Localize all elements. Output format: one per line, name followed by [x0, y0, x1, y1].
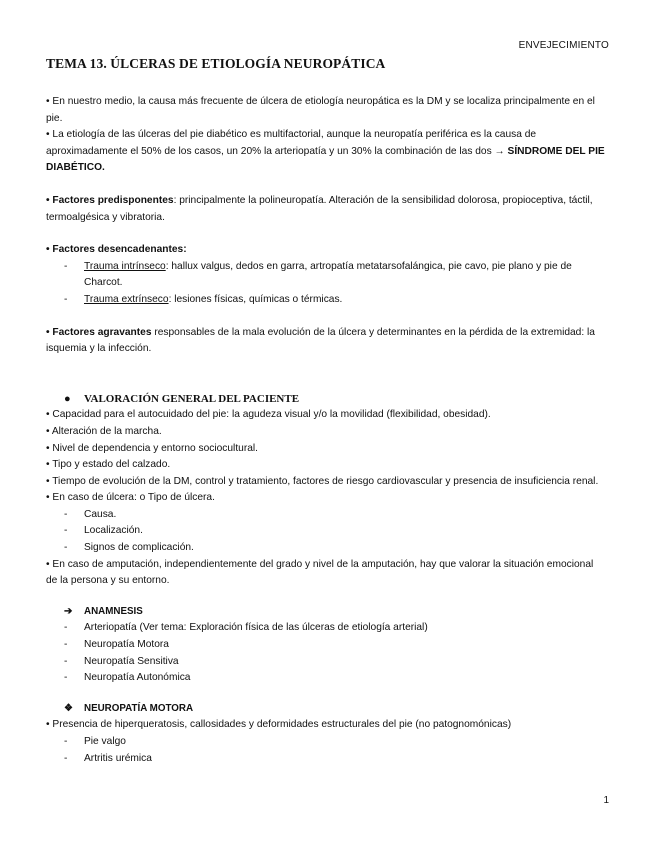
motora-item: Artritis urémica — [84, 752, 152, 764]
trauma-intrinseco-text: : hallux valgus, dedos en garra, artropatía metatarsofalángica, pie cavo, pie plano y pie de Charcot. — [84, 260, 572, 289]
intro-paragraph-2 — [46, 127, 606, 177]
predisponentes-text: : principalmente la polineuropatía. Alteración de la sensibilidad dolorosa, propioceptiva, táctil, termoalgésica y vibratoria. — [46, 194, 593, 223]
anamnesis-item: Neuropatía Sensitiva — [84, 655, 179, 667]
trauma-intrinseco-label: Trauma intrínseco — [84, 260, 166, 272]
trauma-extrinseco-text: : lesiones físicas, químicas o térmicas. — [168, 293, 343, 305]
agravantes-label: • Factores agravantes — [46, 326, 152, 338]
valoracion-heading-text: VALORACIÓN GENERAL DEL PACIENTE — [84, 392, 300, 405]
anamnesis-item: Neuropatía Autonómica — [84, 672, 191, 684]
valoracion-line: • En caso de úlcera: o Tipo de úlcera. — [46, 492, 215, 504]
anamnesis-heading — [46, 604, 606, 621]
motora-paragraph: • Presencia de hiperqueratosis, callosidades y deformidades estructurales del pie (no patognomónicas) — [46, 719, 512, 731]
list-item: - Trauma intrínseco: hallux valgus, dedos en garra, artropatía metatarsofalángica, pie cavo, pie plano y pie de Charcot. — [64, 260, 572, 289]
document-body — [46, 94, 606, 767]
motora-heading — [46, 701, 606, 718]
list-item: - Causa. — [64, 508, 117, 520]
arrow-right-icon: ➔ — [64, 605, 73, 617]
anamnesis-item: Neuropatía Motora — [84, 639, 169, 651]
valoracion-heading — [46, 391, 606, 408]
agravantes-paragraph — [46, 325, 606, 358]
motora-item: Pie valgo — [84, 736, 126, 747]
list-item: - Neuropatía Motora — [64, 639, 169, 651]
list-item: - Arteriopatía (Ver tema: Exploración física de las úlceras de etiología arterial) — [64, 622, 428, 634]
anamnesis-heading-text: ANAMNESIS — [84, 605, 143, 617]
valoracion-line: • Tiempo de evolución de la DM, control y tratamiento, factores de riesgo cardiovascular y presencia de insuficiencia renal. — [46, 475, 599, 487]
diamond-bullet-icon: ❖ — [64, 702, 73, 714]
intro-paragraph-1: • En nuestro medio, la causa más frecuente de úlcera de etiología neuropática es la DM y se localiza principalmente en el pie. — [46, 96, 595, 124]
predisponentes-paragraph — [46, 193, 606, 226]
predisponentes-label: • Factores predisponentes — [46, 194, 174, 206]
running-header: ENVEJECIMIENTO — [518, 40, 609, 51]
valoracion-line: • Capacidad para el autocuidado del pie: la agudeza visual y/o la movilidad (flexibilidad, obesidad). — [46, 409, 491, 421]
list-item: - Trauma extrínseco: lesiones físicas, químicas o térmicas. — [64, 293, 343, 305]
amputacion-paragraph: • En caso de amputación, independientemente del grado y nivel de la amputación, hay que valorar la situación emocional de la persona y su entorno. — [46, 558, 594, 587]
ulcera-item: Localización. — [84, 525, 143, 537]
agravantes-text: responsables de la mala evolución de la úlcera y determinantes en la pérdida de la extremidad: la isquemia y la infección. — [46, 326, 595, 355]
list-item: - Signos de complicación. — [64, 542, 194, 554]
ulcera-item: Causa. — [84, 508, 117, 520]
valoracion-line: • Nivel de dependencia y entorno sociocultural. — [46, 442, 258, 454]
intro-text: • La etiología de las úlceras del pie diabético es multifactorial, aunque la neuropatía periférica es la causa de aproximadamente el 50% de los casos, un 20% la arteriopatía y un 30% la combinación de las dos → — [46, 129, 537, 157]
valoracion-line: • Tipo y estado del calzado. — [46, 459, 171, 471]
desencadenantes-label — [46, 242, 606, 259]
motora-heading-text: NEUROPATÍA MOTORA — [84, 702, 194, 714]
anamnesis-item: Arteriopatía (Ver tema: Exploración física de las úlceras de etiología arterial) — [84, 622, 428, 634]
valoracion-line: • Alteración de la marcha. — [46, 425, 162, 437]
trauma-extrinseco-label: Trauma extrínseco — [84, 293, 169, 305]
list-item: - Neuropatía Sensitiva — [64, 655, 179, 667]
list-item: - Localización. — [64, 525, 143, 537]
bullet-icon: ● — [64, 392, 71, 405]
ulcera-item: Signos de complicación. — [84, 542, 194, 554]
page-number: 1 — [603, 795, 609, 806]
list-item: - Artritis urémica — [64, 752, 152, 764]
sindrome-label: SÍNDROME DEL PIE DIABÉTICO. — [46, 145, 605, 174]
desencadenantes-heading: • Factores desencadenantes: — [46, 244, 187, 256]
list-item: - Neuropatía Autonómica — [64, 672, 191, 684]
list-item: - Pie valgo — [64, 736, 126, 747]
page-title: TEMA 13. ÚLCERAS DE ETIOLOGÍA NEUROPÁTICA — [46, 56, 386, 71]
